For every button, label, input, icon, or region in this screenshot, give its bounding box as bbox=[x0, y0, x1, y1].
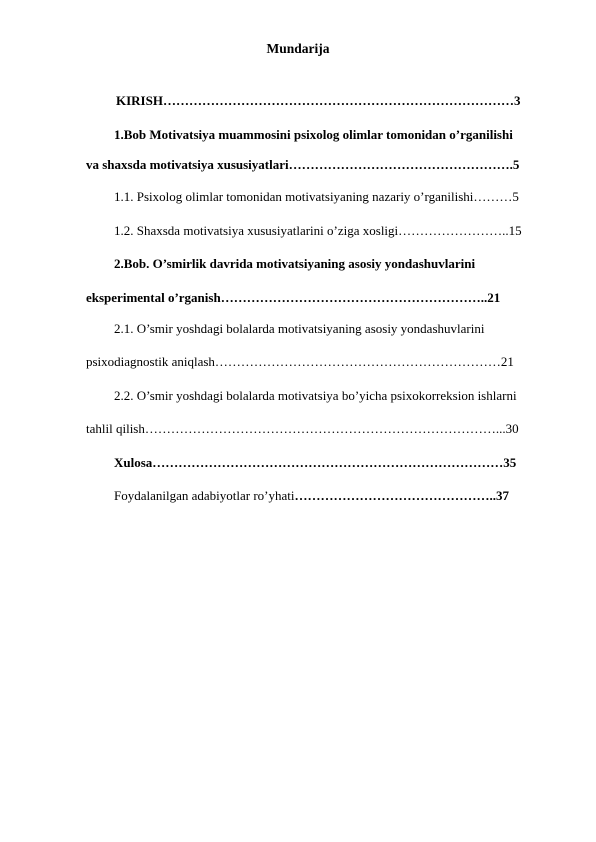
toc-entry-section-2-2-line-2: tahlil qilish………………………………………………………………………...30 bbox=[86, 421, 519, 436]
toc-entry-section-2-2-line-1: 2.2. O’smir yoshdagi bolalarda motivatsiya bo’yicha psixokorreksion ishlarni bbox=[114, 388, 517, 403]
toc-entry-chapter-2-line-1: 2.Bob. O’smirlik davrida motivatsiyaning asosiy yondashuvlarini bbox=[114, 256, 476, 271]
toc-entry-references-leader: ………………………………………..37 bbox=[294, 488, 510, 503]
toc-entry-chapter-1-line-1: 1.Bob Motivatsiya muammosini psixolog olimlar tomonidan o’rganilishi bbox=[114, 127, 513, 142]
toc-entry-references-label: Foydalanilgan adabiyotlar ro’yhati bbox=[114, 488, 295, 503]
toc-entry-chapter-2-line-2: eksperimental o’rganish……………………………………………………..21 bbox=[86, 290, 501, 305]
toc-entry-section-2-1-line-2: psixodiagnostik aniqlash…………………………………………………………21 bbox=[86, 354, 514, 369]
page-title: Mundarija bbox=[266, 41, 330, 56]
toc-entry-xulosa: Xulosa………………………………………………………………………35 bbox=[114, 455, 517, 470]
toc-entry-section-1-2: 1.2. Shaxsda motivatsiya xususiyatlarini o’ziga xosligi……………………..15 bbox=[114, 223, 522, 238]
toc-entry-chapter-1-line-2: va shaxsda motivatsiya xususiyatlari…………………………………………….5 bbox=[86, 157, 520, 172]
toc-entry-references bbox=[114, 488, 509, 504]
toc-entry-section-1-1: 1.1. Psixolog olimlar tomonidan motivatsiyaning nazariy o’rganilishi………5 bbox=[114, 189, 519, 204]
toc-entry-section-2-1-line-1: 2.1. O’smir yoshdagi bolalarda motivatsiyaning asosiy yondashuvlarini bbox=[114, 321, 485, 336]
toc-entry-kirish: KIRISH………………………………………………………………………3 bbox=[116, 93, 521, 108]
